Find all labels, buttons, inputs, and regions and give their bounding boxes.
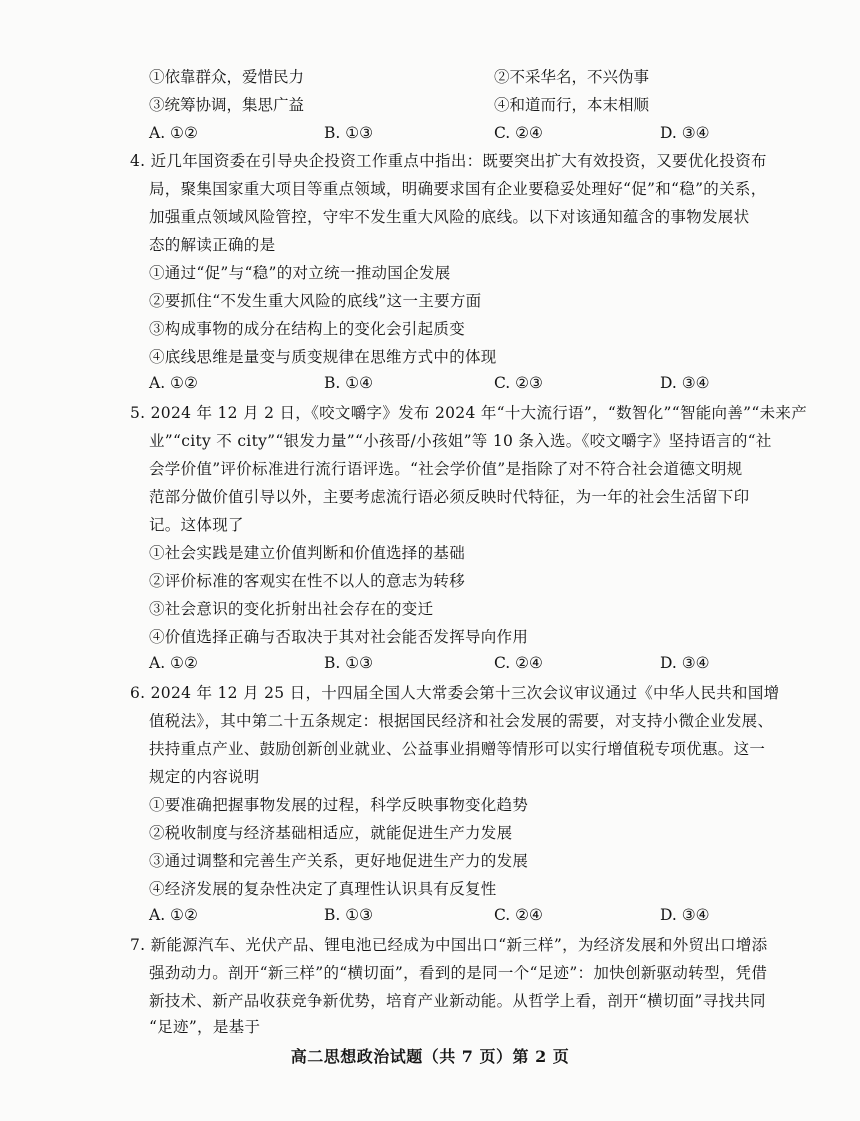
q4-item-4: ④底线思维是量变与质变规律在思维方式中的体现 (149, 348, 497, 366)
q7-stem-line-1: 7. 新能源汽车、光伏产品、锂电池已经成为中国出口“新三样”，为经济发展和外贸出口增添 (130, 936, 768, 954)
q4-item-1: ①通过“促”与“稳”的对立统一推动国企发展 (149, 264, 451, 282)
page-footer: 高二思想政治试题（共 7 页）第 2 页 (290, 1047, 570, 1066)
q5-item-1: ①社会实践是建立价值判断和价值选择的基础 (149, 544, 466, 562)
q4-option-d: D. ③④ (660, 374, 710, 392)
q5-stem-line-3: 会学价值”评价标准进行流行语评选。“社会学价值”是指除了对不符合社会道德文明规 (149, 460, 743, 478)
q6-stem-line-4: 规定的内容说明 (149, 768, 260, 786)
q3-item-1: ①依靠群众，爱惜民力 (149, 68, 305, 86)
q5-stem-line-2: 业”“city 不 city”“银发力量”“小孩哥/小孩姐”等 10 条入选。《咬文嚼字》坚持语言的“社 (149, 432, 772, 450)
q6-option-c: C. ②④ (494, 906, 543, 924)
q5-stem-line-5: 记。这体现了 (149, 516, 244, 534)
q6-item-4: ④经济发展的复杂性决定了真理性认识具有反复性 (149, 880, 497, 898)
q4-option-a: A. ①② (149, 374, 198, 392)
q6-stem-line-2: 值税法》，其中第二十五条规定：根据国民经济和社会发展的需要，对支持小微企业发展、 (149, 712, 774, 730)
q5-item-2: ②评价标准的客观实在性不以人的意志为转移 (149, 572, 466, 590)
q4-item-3: ③构成事物的成分在结构上的变化会引起质变 (149, 320, 466, 338)
q4-stem-line-4: 态的解读正确的是 (149, 236, 276, 254)
q3-option-c: C. ②④ (494, 124, 543, 142)
q5-option-b: B. ①③ (324, 654, 374, 672)
q5-option-c: C. ②④ (494, 654, 543, 672)
q3-item-4: ④和道而行，本末相顺 (494, 96, 650, 114)
q6-stem-line-1: 6. 2024 年 12 月 25 日，十四届全国人大常委会第十三次会议审议通过《中华人民共和国增 (130, 684, 780, 702)
q3-option-d: D. ③④ (660, 124, 710, 142)
q6-option-b: B. ①③ (324, 906, 374, 924)
q6-stem-line-3: 扶持重点产业、鼓励创新创业就业、公益事业捐赠等情形可以实行增值税专项优惠。这一 (149, 740, 766, 758)
q7-stem-line-2: 强劲动力。剖开“新三样”的“横切面”，看到的是同一个“足迹”：加快创新驱动转型，凭借 (149, 964, 768, 982)
q4-option-c: C. ②③ (494, 374, 543, 392)
q6-item-3: ③通过调整和完善生产关系，更好地促进生产力的发展 (149, 852, 529, 870)
q5-stem-line-1: 5. 2024 年 12 月 2 日，《咬文嚼字》发布 2024 年“十大流行语”，“数智化”“智能向善”“未来产 (130, 404, 808, 422)
q7-stem-line-4: “足迹”，是基于 (149, 1018, 261, 1036)
q5-item-4: ④价值选择正确与否取决于其对社会能否发挥导向作用 (149, 628, 529, 646)
q3-item-2: ②不采华名，不兴伪事 (494, 68, 650, 86)
q3-item-3: ③统筹协调，集思广益 (149, 96, 305, 114)
q6-option-d: D. ③④ (660, 906, 710, 924)
q3-option-a: A. ①② (149, 124, 198, 142)
q6-item-2: ②税收制度与经济基础相适应，就能促进生产力发展 (149, 824, 513, 842)
q6-option-a: A. ①② (149, 906, 198, 924)
q4-option-b: B. ①④ (324, 374, 374, 392)
q4-stem-line-2: 局，聚集国家重大项目等重点领域，明确要求国有企业要稳妥处理好“促”和“稳”的关系， (149, 180, 767, 198)
q3-option-b: B. ①③ (324, 124, 374, 142)
q7-stem-line-3: 新技术、新产品收获竞争新优势，培育产业新动能。从哲学上看，剖开“横切面”寻找共同 (149, 992, 766, 1010)
q5-item-3: ③社会意识的变化折射出社会存在的变迁 (149, 600, 434, 618)
q4-stem-line-1: 4. 近几年国资委在引导央企投资工作重点中指出：既要突出扩大有效投资，又要优化投资布 (130, 152, 767, 170)
q5-stem-line-4: 范部分做价值引导以外，主要考虑流行语必须反映时代特征，为一年的社会生活留下印 (149, 488, 750, 506)
q5-option-d: D. ③④ (660, 654, 710, 672)
q4-item-2: ②要抓住“不发生重大风险的底线”这一主要方面 (149, 292, 482, 310)
q4-stem-line-3: 加强重点领域风险管控，守牢不发生重大风险的底线。以下对该通知蕴含的事物发展状 (149, 208, 750, 226)
q6-item-1: ①要准确把握事物发展的过程，科学反映事物变化趋势 (149, 796, 529, 814)
q5-option-a: A. ①② (149, 654, 198, 672)
